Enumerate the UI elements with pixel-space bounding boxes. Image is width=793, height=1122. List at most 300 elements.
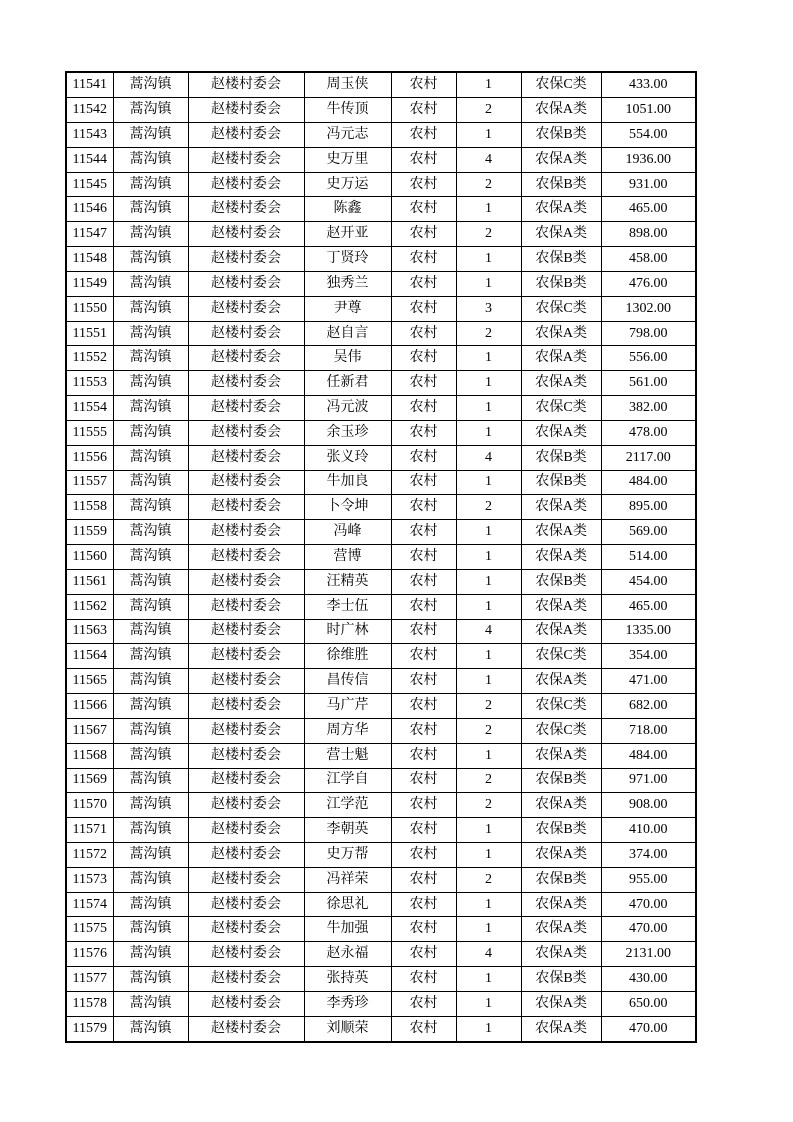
cell-residence: 农村 <box>391 296 456 321</box>
cell-name: 徐思礼 <box>304 892 391 917</box>
cell-amount: 478.00 <box>601 420 696 445</box>
cell-village: 赵楼村委会 <box>188 619 304 644</box>
cell-count: 1 <box>456 917 521 942</box>
cell-town: 蒿沟镇 <box>113 867 188 892</box>
cell-town: 蒿沟镇 <box>113 669 188 694</box>
cell-count: 2 <box>456 718 521 743</box>
cell-town: 蒿沟镇 <box>113 843 188 868</box>
cell-id: 11569 <box>66 768 113 793</box>
cell-village: 赵楼村委会 <box>188 371 304 396</box>
cell-name: 任新君 <box>304 371 391 396</box>
cell-village: 赵楼村委会 <box>188 718 304 743</box>
cell-residence: 农村 <box>391 743 456 768</box>
cell-name: 余玉珍 <box>304 420 391 445</box>
cell-category: 农保A类 <box>521 743 601 768</box>
cell-residence: 农村 <box>391 1016 456 1042</box>
cell-town: 蒿沟镇 <box>113 172 188 197</box>
table-row <box>66 271 696 296</box>
cell-id: 11554 <box>66 396 113 421</box>
cell-amount: 465.00 <box>601 594 696 619</box>
cell-amount: 556.00 <box>601 346 696 371</box>
cell-amount: 465.00 <box>601 197 696 222</box>
cell-village: 赵楼村委会 <box>188 321 304 346</box>
table-row <box>66 122 696 147</box>
cell-id: 11579 <box>66 1016 113 1042</box>
cell-residence: 农村 <box>391 470 456 495</box>
cell-residence: 农村 <box>391 569 456 594</box>
table-row <box>66 594 696 619</box>
table-row <box>66 917 696 942</box>
cell-count: 1 <box>456 520 521 545</box>
cell-category: 农保B类 <box>521 818 601 843</box>
cell-amount: 458.00 <box>601 247 696 272</box>
cell-id: 11572 <box>66 843 113 868</box>
cell-name: 牛加强 <box>304 917 391 942</box>
cell-amount: 908.00 <box>601 793 696 818</box>
cell-amount: 484.00 <box>601 743 696 768</box>
cell-id: 11558 <box>66 495 113 520</box>
cell-category: 农保C类 <box>521 72 601 98</box>
cell-town: 蒿沟镇 <box>113 545 188 570</box>
cell-residence: 农村 <box>391 694 456 719</box>
table-row <box>66 892 696 917</box>
cell-town: 蒿沟镇 <box>113 222 188 247</box>
table-body <box>66 72 696 1042</box>
cell-residence: 农村 <box>391 594 456 619</box>
cell-amount: 382.00 <box>601 396 696 421</box>
cell-name: 陈鑫 <box>304 197 391 222</box>
table-row <box>66 396 696 421</box>
table-row <box>66 371 696 396</box>
cell-town: 蒿沟镇 <box>113 619 188 644</box>
cell-amount: 471.00 <box>601 669 696 694</box>
table-row <box>66 867 696 892</box>
table-row <box>66 818 696 843</box>
cell-id: 11577 <box>66 967 113 992</box>
cell-amount: 470.00 <box>601 892 696 917</box>
cell-category: 农保A类 <box>521 147 601 172</box>
table-row <box>66 843 696 868</box>
cell-category: 农保A类 <box>521 793 601 818</box>
cell-category: 农保B类 <box>521 768 601 793</box>
cell-id: 11557 <box>66 470 113 495</box>
cell-town: 蒿沟镇 <box>113 718 188 743</box>
table-row <box>66 942 696 967</box>
table-row <box>66 147 696 172</box>
cell-id: 11564 <box>66 644 113 669</box>
cell-count: 2 <box>456 793 521 818</box>
cell-town: 蒿沟镇 <box>113 122 188 147</box>
cell-village: 赵楼村委会 <box>188 470 304 495</box>
cell-name: 时广林 <box>304 619 391 644</box>
cell-name: 冯元志 <box>304 122 391 147</box>
cell-category: 农保A类 <box>521 495 601 520</box>
cell-village: 赵楼村委会 <box>188 520 304 545</box>
cell-count: 1 <box>456 818 521 843</box>
cell-village: 赵楼村委会 <box>188 843 304 868</box>
cell-id: 11555 <box>66 420 113 445</box>
cell-residence: 农村 <box>391 495 456 520</box>
cell-residence: 农村 <box>391 942 456 967</box>
cell-residence: 农村 <box>391 346 456 371</box>
cell-amount: 931.00 <box>601 172 696 197</box>
cell-town: 蒿沟镇 <box>113 371 188 396</box>
cell-count: 1 <box>456 967 521 992</box>
cell-count: 1 <box>456 197 521 222</box>
table-row <box>66 445 696 470</box>
cell-town: 蒿沟镇 <box>113 271 188 296</box>
cell-town: 蒿沟镇 <box>113 594 188 619</box>
cell-id: 11544 <box>66 147 113 172</box>
cell-count: 4 <box>456 445 521 470</box>
cell-village: 赵楼村委会 <box>188 98 304 123</box>
cell-residence: 农村 <box>391 420 456 445</box>
cell-residence: 农村 <box>391 843 456 868</box>
cell-id: 11568 <box>66 743 113 768</box>
cell-residence: 农村 <box>391 271 456 296</box>
cell-amount: 682.00 <box>601 694 696 719</box>
cell-residence: 农村 <box>391 520 456 545</box>
table-row <box>66 296 696 321</box>
cell-residence: 农村 <box>391 619 456 644</box>
cell-category: 农保A类 <box>521 197 601 222</box>
cell-village: 赵楼村委会 <box>188 296 304 321</box>
cell-category: 农保B类 <box>521 247 601 272</box>
cell-id: 11552 <box>66 346 113 371</box>
cell-town: 蒿沟镇 <box>113 917 188 942</box>
cell-amount: 554.00 <box>601 122 696 147</box>
cell-count: 1 <box>456 271 521 296</box>
cell-village: 赵楼村委会 <box>188 122 304 147</box>
cell-amount: 470.00 <box>601 917 696 942</box>
cell-town: 蒿沟镇 <box>113 321 188 346</box>
cell-count: 2 <box>456 694 521 719</box>
cell-id: 11574 <box>66 892 113 917</box>
cell-village: 赵楼村委会 <box>188 222 304 247</box>
cell-name: 马广芹 <box>304 694 391 719</box>
table-row <box>66 569 696 594</box>
cell-count: 1 <box>456 545 521 570</box>
cell-residence: 农村 <box>391 768 456 793</box>
cell-id: 11551 <box>66 321 113 346</box>
cell-amount: 569.00 <box>601 520 696 545</box>
cell-count: 1 <box>456 470 521 495</box>
cell-town: 蒿沟镇 <box>113 98 188 123</box>
cell-count: 2 <box>456 495 521 520</box>
cell-town: 蒿沟镇 <box>113 197 188 222</box>
cell-amount: 2117.00 <box>601 445 696 470</box>
cell-count: 2 <box>456 172 521 197</box>
cell-category: 农保B类 <box>521 967 601 992</box>
cell-name: 江学自 <box>304 768 391 793</box>
cell-name: 冯元波 <box>304 396 391 421</box>
cell-category: 农保A类 <box>521 520 601 545</box>
cell-residence: 农村 <box>391 222 456 247</box>
cell-town: 蒿沟镇 <box>113 967 188 992</box>
cell-town: 蒿沟镇 <box>113 942 188 967</box>
cell-village: 赵楼村委会 <box>188 396 304 421</box>
cell-residence: 农村 <box>391 321 456 346</box>
cell-count: 1 <box>456 72 521 98</box>
cell-category: 农保C类 <box>521 396 601 421</box>
cell-category: 农保C类 <box>521 694 601 719</box>
cell-town: 蒿沟镇 <box>113 569 188 594</box>
cell-id: 11548 <box>66 247 113 272</box>
cell-id: 11559 <box>66 520 113 545</box>
cell-residence: 农村 <box>391 445 456 470</box>
cell-amount: 971.00 <box>601 768 696 793</box>
cell-name: 周方华 <box>304 718 391 743</box>
cell-amount: 798.00 <box>601 321 696 346</box>
cell-id: 11563 <box>66 619 113 644</box>
cell-residence: 农村 <box>391 396 456 421</box>
cell-village: 赵楼村委会 <box>188 818 304 843</box>
cell-count: 1 <box>456 843 521 868</box>
cell-name: 营士魁 <box>304 743 391 768</box>
cell-amount: 1051.00 <box>601 98 696 123</box>
cell-village: 赵楼村委会 <box>188 172 304 197</box>
cell-village: 赵楼村委会 <box>188 445 304 470</box>
cell-category: 农保A类 <box>521 594 601 619</box>
cell-town: 蒿沟镇 <box>113 495 188 520</box>
table-row <box>66 793 696 818</box>
cell-name: 尹尊 <box>304 296 391 321</box>
cell-village: 赵楼村委会 <box>188 147 304 172</box>
cell-amount: 650.00 <box>601 991 696 1016</box>
cell-name: 史万里 <box>304 147 391 172</box>
cell-town: 蒿沟镇 <box>113 694 188 719</box>
cell-residence: 农村 <box>391 147 456 172</box>
table-row <box>66 321 696 346</box>
cell-name: 汪精英 <box>304 569 391 594</box>
cell-village: 赵楼村委会 <box>188 892 304 917</box>
cell-name: 昌传信 <box>304 669 391 694</box>
table-row <box>66 545 696 570</box>
cell-town: 蒿沟镇 <box>113 296 188 321</box>
cell-village: 赵楼村委会 <box>188 644 304 669</box>
cell-name: 周玉侠 <box>304 72 391 98</box>
cell-town: 蒿沟镇 <box>113 892 188 917</box>
cell-amount: 470.00 <box>601 1016 696 1042</box>
cell-id: 11546 <box>66 197 113 222</box>
cell-town: 蒿沟镇 <box>113 72 188 98</box>
cell-count: 2 <box>456 867 521 892</box>
cell-village: 赵楼村委会 <box>188 743 304 768</box>
cell-id: 11543 <box>66 122 113 147</box>
cell-count: 1 <box>456 247 521 272</box>
cell-category: 农保A类 <box>521 222 601 247</box>
cell-name: 李士伍 <box>304 594 391 619</box>
table-row <box>66 1016 696 1042</box>
table-row <box>66 743 696 768</box>
cell-amount: 354.00 <box>601 644 696 669</box>
cell-town: 蒿沟镇 <box>113 793 188 818</box>
cell-village: 赵楼村委会 <box>188 346 304 371</box>
cell-id: 11578 <box>66 991 113 1016</box>
cell-village: 赵楼村委会 <box>188 569 304 594</box>
cell-name: 冯祥荣 <box>304 867 391 892</box>
table-row <box>66 644 696 669</box>
table-row <box>66 470 696 495</box>
cell-residence: 农村 <box>391 669 456 694</box>
cell-amount: 484.00 <box>601 470 696 495</box>
table-row <box>66 718 696 743</box>
cell-category: 农保B类 <box>521 867 601 892</box>
table-row <box>66 222 696 247</box>
table-row <box>66 495 696 520</box>
cell-category: 农保A类 <box>521 371 601 396</box>
cell-name: 江学范 <box>304 793 391 818</box>
cell-residence: 农村 <box>391 545 456 570</box>
cell-id: 11562 <box>66 594 113 619</box>
cell-count: 1 <box>456 569 521 594</box>
table-row <box>66 619 696 644</box>
cell-name: 牛加良 <box>304 470 391 495</box>
cell-residence: 农村 <box>391 991 456 1016</box>
cell-name: 张义玲 <box>304 445 391 470</box>
table-row <box>66 420 696 445</box>
cell-category: 农保B类 <box>521 271 601 296</box>
cell-count: 1 <box>456 420 521 445</box>
table-row <box>66 991 696 1016</box>
cell-count: 1 <box>456 991 521 1016</box>
cell-town: 蒿沟镇 <box>113 768 188 793</box>
cell-name: 刘顺荣 <box>304 1016 391 1042</box>
cell-village: 赵楼村委会 <box>188 545 304 570</box>
cell-town: 蒿沟镇 <box>113 470 188 495</box>
cell-id: 11565 <box>66 669 113 694</box>
table-row <box>66 197 696 222</box>
cell-count: 3 <box>456 296 521 321</box>
cell-name: 赵自言 <box>304 321 391 346</box>
cell-town: 蒿沟镇 <box>113 147 188 172</box>
cell-name: 张持英 <box>304 967 391 992</box>
cell-id: 11570 <box>66 793 113 818</box>
cell-village: 赵楼村委会 <box>188 247 304 272</box>
cell-category: 农保A类 <box>521 942 601 967</box>
cell-name: 史万运 <box>304 172 391 197</box>
cell-category: 农保A类 <box>521 669 601 694</box>
cell-residence: 农村 <box>391 892 456 917</box>
cell-residence: 农村 <box>391 172 456 197</box>
cell-village: 赵楼村委会 <box>188 197 304 222</box>
cell-category: 农保A类 <box>521 843 601 868</box>
cell-residence: 农村 <box>391 967 456 992</box>
cell-id: 11573 <box>66 867 113 892</box>
cell-count: 1 <box>456 396 521 421</box>
cell-amount: 561.00 <box>601 371 696 396</box>
cell-category: 农保B类 <box>521 470 601 495</box>
cell-count: 4 <box>456 942 521 967</box>
cell-category: 农保A类 <box>521 420 601 445</box>
table-row <box>66 768 696 793</box>
cell-name: 卜令坤 <box>304 495 391 520</box>
cell-amount: 895.00 <box>601 495 696 520</box>
cell-residence: 农村 <box>391 98 456 123</box>
cell-town: 蒿沟镇 <box>113 818 188 843</box>
cell-name: 李秀珍 <box>304 991 391 1016</box>
cell-amount: 430.00 <box>601 967 696 992</box>
cell-residence: 农村 <box>391 197 456 222</box>
cell-id: 11553 <box>66 371 113 396</box>
cell-count: 1 <box>456 371 521 396</box>
cell-id: 11549 <box>66 271 113 296</box>
cell-village: 赵楼村委会 <box>188 793 304 818</box>
cell-amount: 1335.00 <box>601 619 696 644</box>
cell-village: 赵楼村委会 <box>188 942 304 967</box>
cell-category: 农保A类 <box>521 917 601 942</box>
cell-village: 赵楼村委会 <box>188 420 304 445</box>
cell-village: 赵楼村委会 <box>188 594 304 619</box>
cell-count: 1 <box>456 892 521 917</box>
table-row <box>66 669 696 694</box>
cell-id: 11561 <box>66 569 113 594</box>
table-row <box>66 172 696 197</box>
cell-name: 牛传顶 <box>304 98 391 123</box>
cell-town: 蒿沟镇 <box>113 991 188 1016</box>
cell-residence: 农村 <box>391 371 456 396</box>
cell-town: 蒿沟镇 <box>113 644 188 669</box>
cell-name: 赵永福 <box>304 942 391 967</box>
table-row <box>66 967 696 992</box>
cell-id: 11556 <box>66 445 113 470</box>
cell-amount: 374.00 <box>601 843 696 868</box>
cell-id: 11542 <box>66 98 113 123</box>
cell-category: 农保A类 <box>521 346 601 371</box>
cell-village: 赵楼村委会 <box>188 72 304 98</box>
cell-town: 蒿沟镇 <box>113 743 188 768</box>
cell-village: 赵楼村委会 <box>188 694 304 719</box>
cell-amount: 898.00 <box>601 222 696 247</box>
cell-count: 4 <box>456 619 521 644</box>
cell-count: 2 <box>456 768 521 793</box>
cell-id: 11547 <box>66 222 113 247</box>
cell-name: 徐维胜 <box>304 644 391 669</box>
cell-category: 农保A类 <box>521 1016 601 1042</box>
cell-residence: 农村 <box>391 644 456 669</box>
cell-residence: 农村 <box>391 718 456 743</box>
cell-category: 农保A类 <box>521 991 601 1016</box>
cell-village: 赵楼村委会 <box>188 669 304 694</box>
cell-category: 农保B类 <box>521 569 601 594</box>
cell-town: 蒿沟镇 <box>113 1016 188 1042</box>
table-row <box>66 72 696 98</box>
cell-amount: 718.00 <box>601 718 696 743</box>
cell-residence: 农村 <box>391 793 456 818</box>
cell-village: 赵楼村委会 <box>188 495 304 520</box>
cell-village: 赵楼村委会 <box>188 1016 304 1042</box>
cell-id: 11550 <box>66 296 113 321</box>
cell-town: 蒿沟镇 <box>113 420 188 445</box>
cell-category: 农保A类 <box>521 619 601 644</box>
cell-category: 农保B类 <box>521 172 601 197</box>
cell-id: 11567 <box>66 718 113 743</box>
cell-id: 11571 <box>66 818 113 843</box>
cell-residence: 农村 <box>391 818 456 843</box>
cell-name: 冯峰 <box>304 520 391 545</box>
cell-category: 农保B类 <box>521 122 601 147</box>
cell-category: 农保C类 <box>521 718 601 743</box>
cell-town: 蒿沟镇 <box>113 445 188 470</box>
cell-id: 11566 <box>66 694 113 719</box>
insurance-roster-table <box>65 71 697 1043</box>
cell-town: 蒿沟镇 <box>113 396 188 421</box>
cell-count: 1 <box>456 644 521 669</box>
cell-residence: 农村 <box>391 867 456 892</box>
cell-count: 2 <box>456 222 521 247</box>
cell-id: 11545 <box>66 172 113 197</box>
cell-amount: 410.00 <box>601 818 696 843</box>
